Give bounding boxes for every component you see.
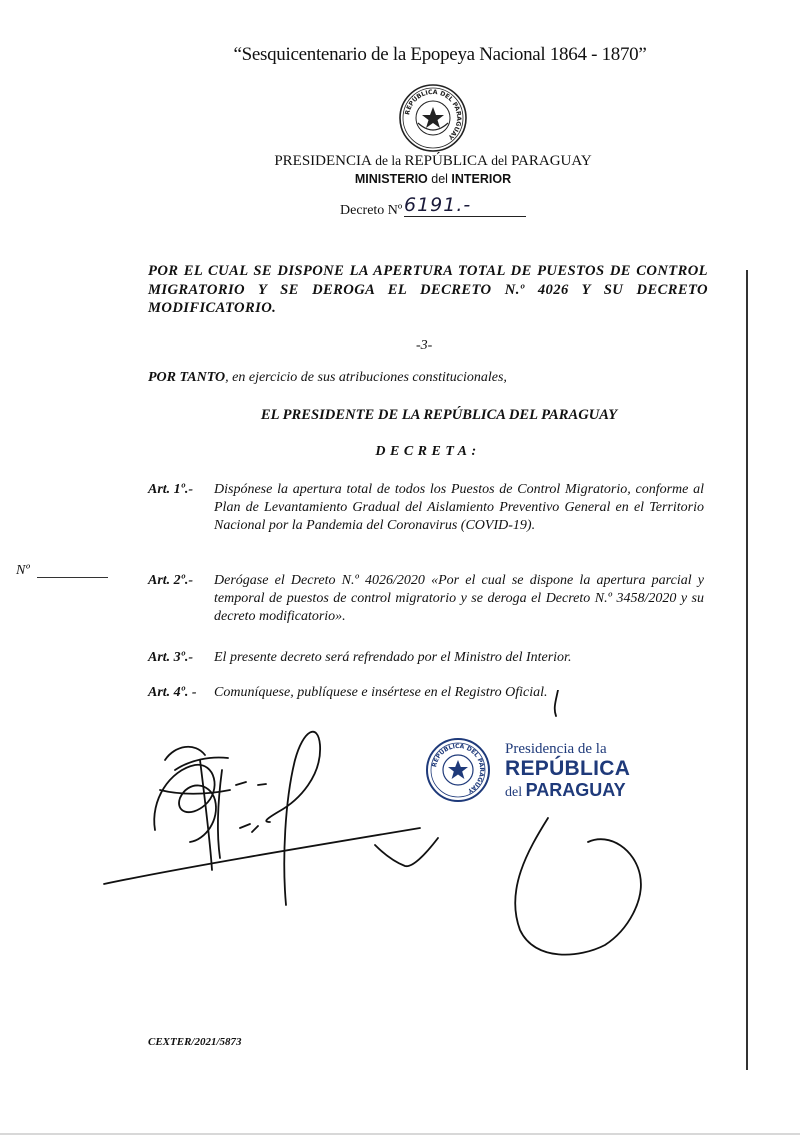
president-heading: EL PRESIDENTE DE LA REPÚBLICA DEL PARAGUAY [260,407,618,423]
logo-line-2: REPÚBLICA [505,757,631,780]
republic-word: REPÚBLICA [404,153,488,169]
article-1-text: Dispónese la apertura total de todos los Puestos de Control Migratorio, conforme al Plan de Levantamiento Gradual del Aislamiento Preventivo General en el Territorio Nacional por la Pandemia del Coronavirus (COVID-19). [214,482,704,533]
reference-code: CEXTER/2021/5873 [148,1036,242,1048]
article-3-text: El presente decreto será refrendado por el Ministro del Interior. [214,650,572,665]
article-1-label: Art. 1º.- [148,482,194,497]
por-tanto-paragraph [148,370,507,386]
article-4-label: Art. 4º. - [148,685,197,700]
page-bottom-edge [0,1133,800,1135]
article-3-label: Art. 3º.- [148,650,194,665]
decreta-heading: DECRETA: [375,444,481,459]
presidency-connector-1: de la [371,153,405,168]
margin-number-label: Nº [16,563,30,578]
ministry-line [0,172,800,186]
article-1 [148,481,704,535]
decree-label: Decreto Nº [340,203,403,218]
article-4-text: Comuníquese, publíquese e insértese en el Registro Oficial. [214,685,548,700]
interior-word: INTERIOR [451,172,512,186]
presidency-line [0,153,800,170]
document-motto: “Sesquicentenario de la Epopeya Nacional 1864 - 1870” [233,44,647,65]
logo-line-3-prefix: del [505,785,526,800]
decree-subject: POR EL CUAL SE DISPONE LA APERTURA TOTAL DE PUESTOS DE CONTROL MIGRATORIO Y SE DEROGA EL DECRETO N.º 4026 Y SU DECRETO MODIFICATORIO. [148,263,708,316]
seal-lettering: REPÚBLICA DEL PARAGUAY [404,88,463,141]
presidency-word: PRESIDENCIA [274,153,372,169]
article-2-label: Art. 2º.- [148,573,194,588]
por-tanto-text: , en ejercicio de sus atribuciones constitucionales, [225,370,507,385]
logo-line-3-main: PARAGUAY [525,780,626,800]
article-3 [148,649,704,667]
national-seal-icon [398,83,468,153]
por-tanto-lead: POR TANTO [148,370,226,385]
logo-line-1: Presidencia de la [505,741,607,757]
presidency-connector-2: del [487,153,512,168]
ministry-connector: del [427,172,452,186]
article-2 [148,572,704,626]
page-number: -3- [416,338,433,353]
margin-number-line [37,577,108,578]
decree-number-handwritten: 6191.- [404,194,526,217]
article-2-text: Derógase el Decreto N.º 4026/2020 «Por el cual se dispone la apertura parcial y temporal de puestos de control migratorio y se deroga el Decreto N.º 3458/2020 y su decreto modificatorio». [214,573,704,624]
paraguay-word: PARAGUAY [511,153,592,169]
logo-seal-lettering: REPÚBLICA DEL PARAGUAY [431,742,486,795]
handwritten-signatures [0,690,800,1010]
ministry-word: MINISTERIO [354,172,428,186]
